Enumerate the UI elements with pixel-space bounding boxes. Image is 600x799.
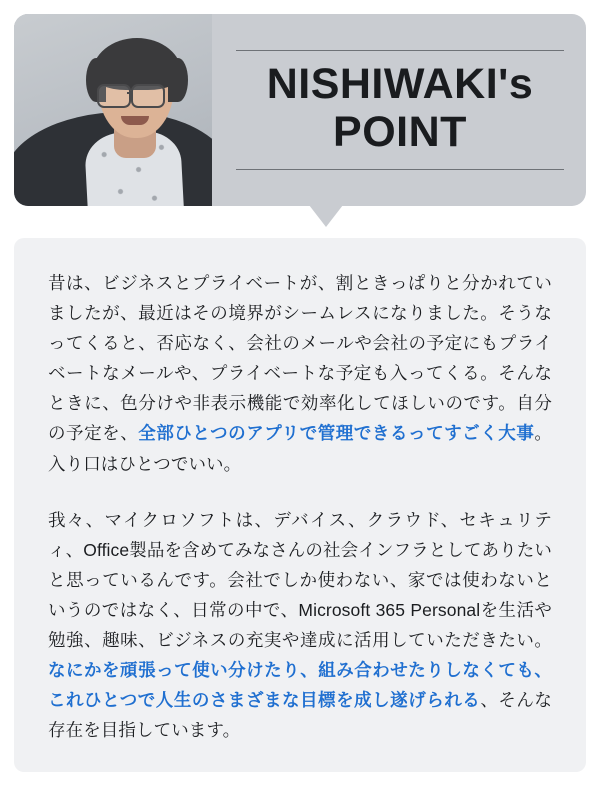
paragraph-1-part-2: 。入り口はひとつでいい。: [48, 423, 552, 474]
paragraph-1-highlight: 全部ひとつのアプリで管理できるってすごく大事: [138, 423, 535, 444]
glasses-right-lens-icon: [131, 84, 165, 108]
quote-body-card: [14, 238, 586, 772]
paragraph-2-part-2: 、そんな存在を目指しています。: [48, 690, 552, 741]
paragraph-2-highlight: なにかを頑張って使い分けたり、組み合わせたりしなくても、これひとつで人生のさまざまな目標を成し遂げられる: [48, 660, 552, 711]
glasses-left-lens-icon: [97, 84, 131, 108]
page-title-line1: NISHIWAKI's: [266, 60, 534, 109]
page-title: [236, 51, 564, 169]
portrait-photo: [14, 14, 212, 206]
title-rule-bottom: [236, 169, 564, 170]
header-title-area: [212, 14, 586, 206]
paragraph-1-part-1: 昔は、ビジネスとプライベートが、割ときっぱりと分かれていましたが、最近はその境界がシームレスになりました。そうなってくると、否応なく、会社のメールや会社の予定にもプライベートなメールや、プライベートな予定も入ってくる。そんなときに、色分けや非表示機能で効率化してほしいのです。自分の予定を、: [48, 273, 552, 444]
header-bubble: [14, 14, 586, 206]
paragraph-2-part-1: 我々、マイクロソフトは、デバイス、クラウド、セキュリティ、Office製品を含めてみなさんの社会インフラとしてありたいと思っているんです。会社でしか使わない、家では使わないというのではなく、日常の中で、Microsoft 365 Personalを生活や勉強、趣味、ビジネスの充実や達成に活用していただきたい。: [48, 509, 552, 651]
paragraph-2: [48, 505, 552, 746]
page-title-line2: POINT: [333, 108, 467, 156]
speech-bubble-tail: [309, 205, 343, 227]
glasses-bridge-icon: [127, 92, 133, 94]
paragraph-1: [48, 268, 552, 479]
